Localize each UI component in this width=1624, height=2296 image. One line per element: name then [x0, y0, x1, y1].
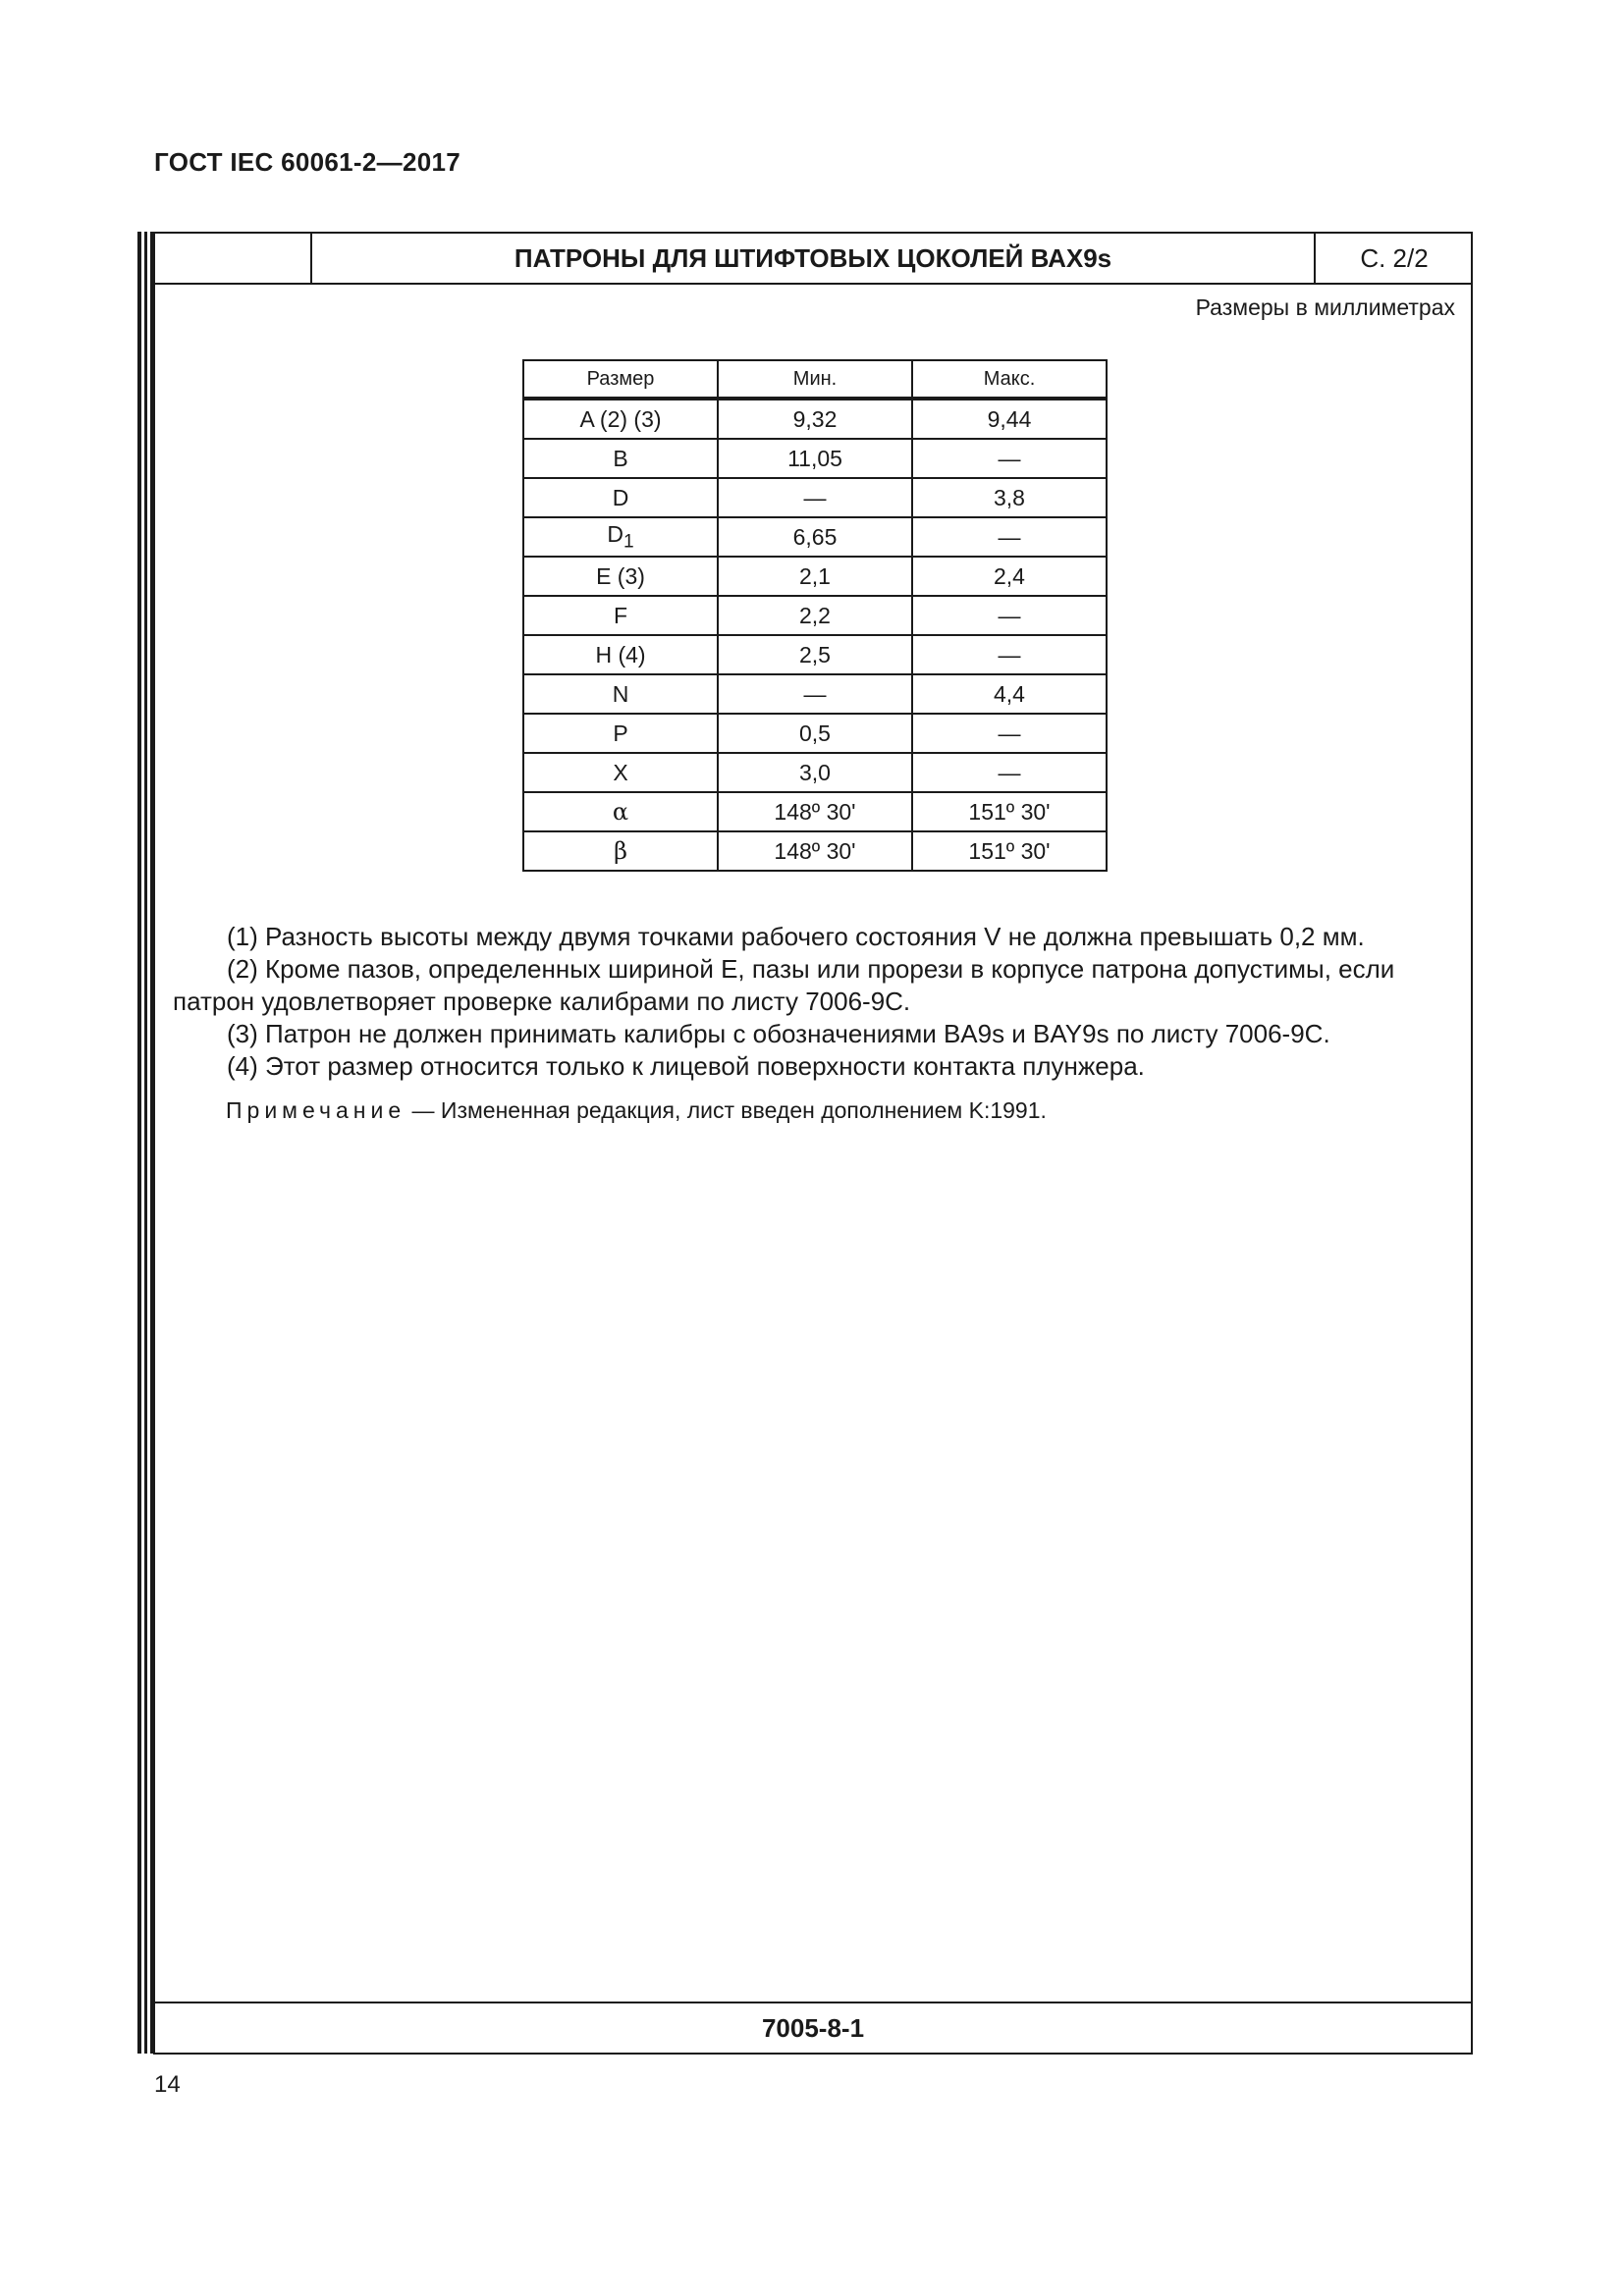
table-row	[523, 792, 1107, 831]
cell-min: 0,5	[718, 714, 912, 753]
header-max: Макс.	[912, 360, 1107, 399]
cell-min: 2,1	[718, 557, 912, 596]
title-blank-cell	[155, 234, 312, 283]
dimensions-table	[522, 359, 1108, 872]
remark-dash: —	[406, 1097, 441, 1123]
cell-min: 11,05	[718, 439, 912, 478]
units-note: Размеры в миллиметрах	[1195, 294, 1455, 320]
sheet-page-indicator: С. 2/2	[1314, 234, 1473, 283]
cell-min: 3,0	[718, 753, 912, 792]
table-row	[523, 635, 1107, 674]
sheet-title: ПАТРОНЫ ДЛЯ ШТИФТОВЫХ ЦОКОЛЕЙ ВАХ9s	[514, 242, 1112, 273]
table-row	[523, 596, 1107, 635]
cell-dim: B	[523, 439, 718, 478]
cell-dim: P	[523, 714, 718, 753]
cell-dim	[523, 517, 718, 557]
cell-min: 148º 30'	[718, 792, 912, 831]
sheet-title-row	[155, 234, 1471, 285]
cell-dim: E (3)	[523, 557, 718, 596]
cell-min: —	[718, 478, 912, 517]
cell-max: 2,4	[912, 557, 1107, 596]
cell-max: 4,4	[912, 674, 1107, 714]
table-row	[523, 753, 1107, 792]
cell-max: 151º 30'	[912, 831, 1107, 871]
cell-max: —	[912, 753, 1107, 792]
document-standard-header: ГОСТ IEC 60061-2—2017	[154, 147, 460, 177]
table-row	[523, 557, 1107, 596]
cell-min: 2,5	[718, 635, 912, 674]
cell-dim: α	[523, 792, 718, 831]
table-row	[523, 439, 1107, 478]
page-number: 14	[154, 2071, 181, 2098]
cell-dim: β	[523, 831, 718, 871]
cell-dim: H (4)	[523, 635, 718, 674]
table-row	[523, 714, 1107, 753]
remark-label: Примечание	[226, 1097, 406, 1123]
table-header-row	[523, 360, 1107, 399]
cell-max: —	[912, 635, 1107, 674]
cell-min: 148º 30'	[718, 831, 912, 871]
table-row	[523, 399, 1107, 439]
footnote-3: (3) Патрон не должен принимать калибры с обозначениями BA9s и BAY9s по листу 7006-9C.	[227, 1019, 1330, 1048]
cell-dim: D	[523, 478, 718, 517]
cell-min: 2,2	[718, 596, 912, 635]
cell-max: —	[912, 439, 1107, 478]
footnote-4: (4) Этот размер относится только к лицевой поверхности контакта плунжера.	[227, 1051, 1145, 1081]
table-row	[523, 478, 1107, 517]
header-size: Размер	[523, 360, 718, 399]
footnote-2: (2) Кроме пазов, определенных шириной E, пазы или прорези в корпусе патрона допустимы, если патрон удовлетворяет проверке калибрами по листу 7006-9C.	[173, 954, 1395, 1016]
cell-max: 151º 30'	[912, 792, 1107, 831]
frame-rule-outer	[137, 232, 141, 2054]
cell-dim-subscript: 1	[623, 531, 634, 553]
frame-rule-middle	[144, 232, 147, 2054]
cell-max: —	[912, 596, 1107, 635]
cell-max: —	[912, 517, 1107, 557]
remark-text: Измененная редакция, лист введен дополнением K:1991.	[440, 1097, 1047, 1123]
footnotes	[173, 921, 1459, 1083]
footnote-1: (1) Разность высоты между двумя точками рабочего состояния V не должна превышать 0,2 мм.	[227, 922, 1365, 951]
remark	[226, 1097, 1047, 1124]
cell-dim-base: D	[607, 520, 623, 547]
table-row	[523, 831, 1107, 871]
table-row	[523, 674, 1107, 714]
cell-min: 6,65	[718, 517, 912, 557]
cell-max: —	[912, 714, 1107, 753]
cell-dim: F	[523, 596, 718, 635]
header-min: Мин.	[718, 360, 912, 399]
cell-dim: N	[523, 674, 718, 714]
cell-min: 9,32	[718, 399, 912, 439]
cell-dim: A (2) (3)	[523, 399, 718, 439]
sheet-frame	[153, 232, 1473, 2055]
cell-max: 9,44	[912, 399, 1107, 439]
cell-dim: X	[523, 753, 718, 792]
table-row	[523, 517, 1107, 557]
sheet-code: 7005-8-1	[155, 2002, 1471, 2053]
cell-max: 3,8	[912, 478, 1107, 517]
cell-min: —	[718, 674, 912, 714]
